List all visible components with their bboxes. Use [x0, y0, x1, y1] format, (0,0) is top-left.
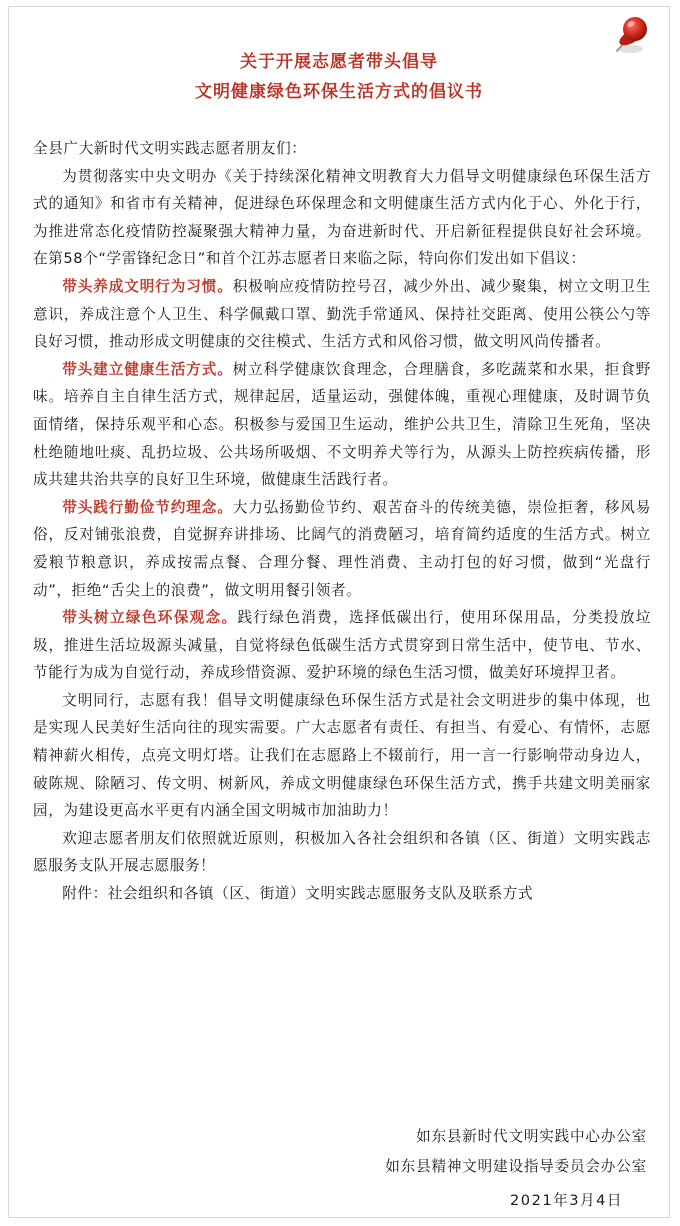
section-paragraph-1	[33, 273, 651, 356]
document-body	[33, 135, 651, 908]
section-heading-1: 带头养成文明行为习惯。	[62, 277, 233, 295]
welcome-paragraph: 欢迎志愿者朋友们依照就近原则，积极加入各社会组织和各镇（区、街道）文明实践志愿服务支队开展志愿服务！	[33, 829, 651, 875]
section-text-3: 大力弘扬勤俭节约、艰苦奋斗的传统美德，崇俭拒奢，移风易俗，反对铺张浪费，自觉摒弃讲排场、比阔气的消费陋习，培育简约适度的生活方式。树立爱粮节粮意识，养成按需点餐、合理分餐、理性消费、主动打包的好习惯，做到“光盘行动”，拒绝“舌尖上的浪费”，做文明用餐引领者。	[33, 498, 652, 599]
signature-org-2: 如东县精神文明建设指导委员会办公室	[385, 1158, 647, 1175]
section-text-4: 践行绿色消费，选择低碳出行，使用环保用品，分类投放垃圾，推进生活垃圾源头减量，自觉将绿色低碳生活方式贯穿到日常生活中，使节电、节水、节能行为成为自觉行动，养成珍惜资源、爱护环境的绿色生活习惯，做美好环境捍卫者。	[33, 609, 651, 682]
section-heading-3: 带头践行勤俭节约理念。	[62, 498, 233, 516]
section-text-2: 树立科学健康饮食理念，合理膳食，多吃蔬菜和水果，拒食野味。培养自主自律生活方式，规律起居，适量运动，强健体魄，重视心理健康，及时调节负面情绪，保持乐观平和心态。积极参与爱国卫生运动，维护公共卫生，清除卫生死角，坚决杜绝随地吐痰、乱扔垃圾、公共场所吸烟、不文明养犬等行为，从源头上防控疾病传播，形成共建共治共享的良好卫生环境，做健康生活践行者。	[33, 360, 652, 489]
document-title-line1: 关于开展志愿者带头倡导	[240, 52, 438, 72]
document-title-line2: 文明健康绿色环保生活方式的倡议书	[195, 82, 483, 102]
section-heading-2: 带头建立健康生活方式。	[62, 360, 233, 378]
closing-paragraph: 文明同行，志愿有我！倡导文明健康绿色环保生活方式是社会文明进步的集中体现，也是实现人民美好生活向往的现实需要。广大志愿者有责任、有担当、有爱心、有情怀，志愿精神薪火相传，点亮文明灯塔。让我们在志愿路上不辍前行，用一言一行影响带动身边人，破陈规、除陋习、传文明、树新风，养成文明健康绿色环保生活方式，携手共建文明美丽家园，为建设更高水平更有内涵全国文明城市加油助力！	[33, 691, 651, 820]
attachment-line: 附件：社会组织和各镇（区、街道）文明实践志愿服务支队及联系方式	[62, 885, 534, 903]
signature-org-1: 如东县新时代文明实践中心办公室	[416, 1128, 647, 1145]
section-paragraph-4	[33, 604, 651, 687]
signature-date: 2021年3月4日	[510, 1192, 623, 1209]
intro-paragraph: 为贯彻落实中央文明办《关于持续深化精神文明教育大力倡导文明健康绿色环保生活方式的通知》和省市有关精神，促进绿色环保理念和文明健康生活方式内化于心、外化于行，为推进常态化疫情防控凝聚强大精神力量，为奋进新时代、开启新征程提供良好社会环境。在第58个“学雷锋纪念日”和首个江苏志愿者日来临之际，特向你们发出如下倡议：	[33, 167, 651, 268]
section-heading-4: 带头树立绿色环保观念。	[62, 609, 238, 627]
section-paragraph-2	[33, 356, 651, 494]
section-text-1: 积极响应疫情防控号召，减少外出、减少聚集，树立文明卫生意识，养成注意个人卫生、科学佩戴口罩、勤洗手常通风、保持社交距离、使用公筷公勺等良好习惯，推动形成文明健康的交往模式、生活方式和风俗习惯，做文明风尚传播者。	[33, 277, 652, 351]
document-page	[8, 6, 670, 1218]
salutation: 全县广大新时代文明实践志愿者朋友们：	[33, 140, 307, 157]
section-paragraph-3	[33, 494, 651, 604]
